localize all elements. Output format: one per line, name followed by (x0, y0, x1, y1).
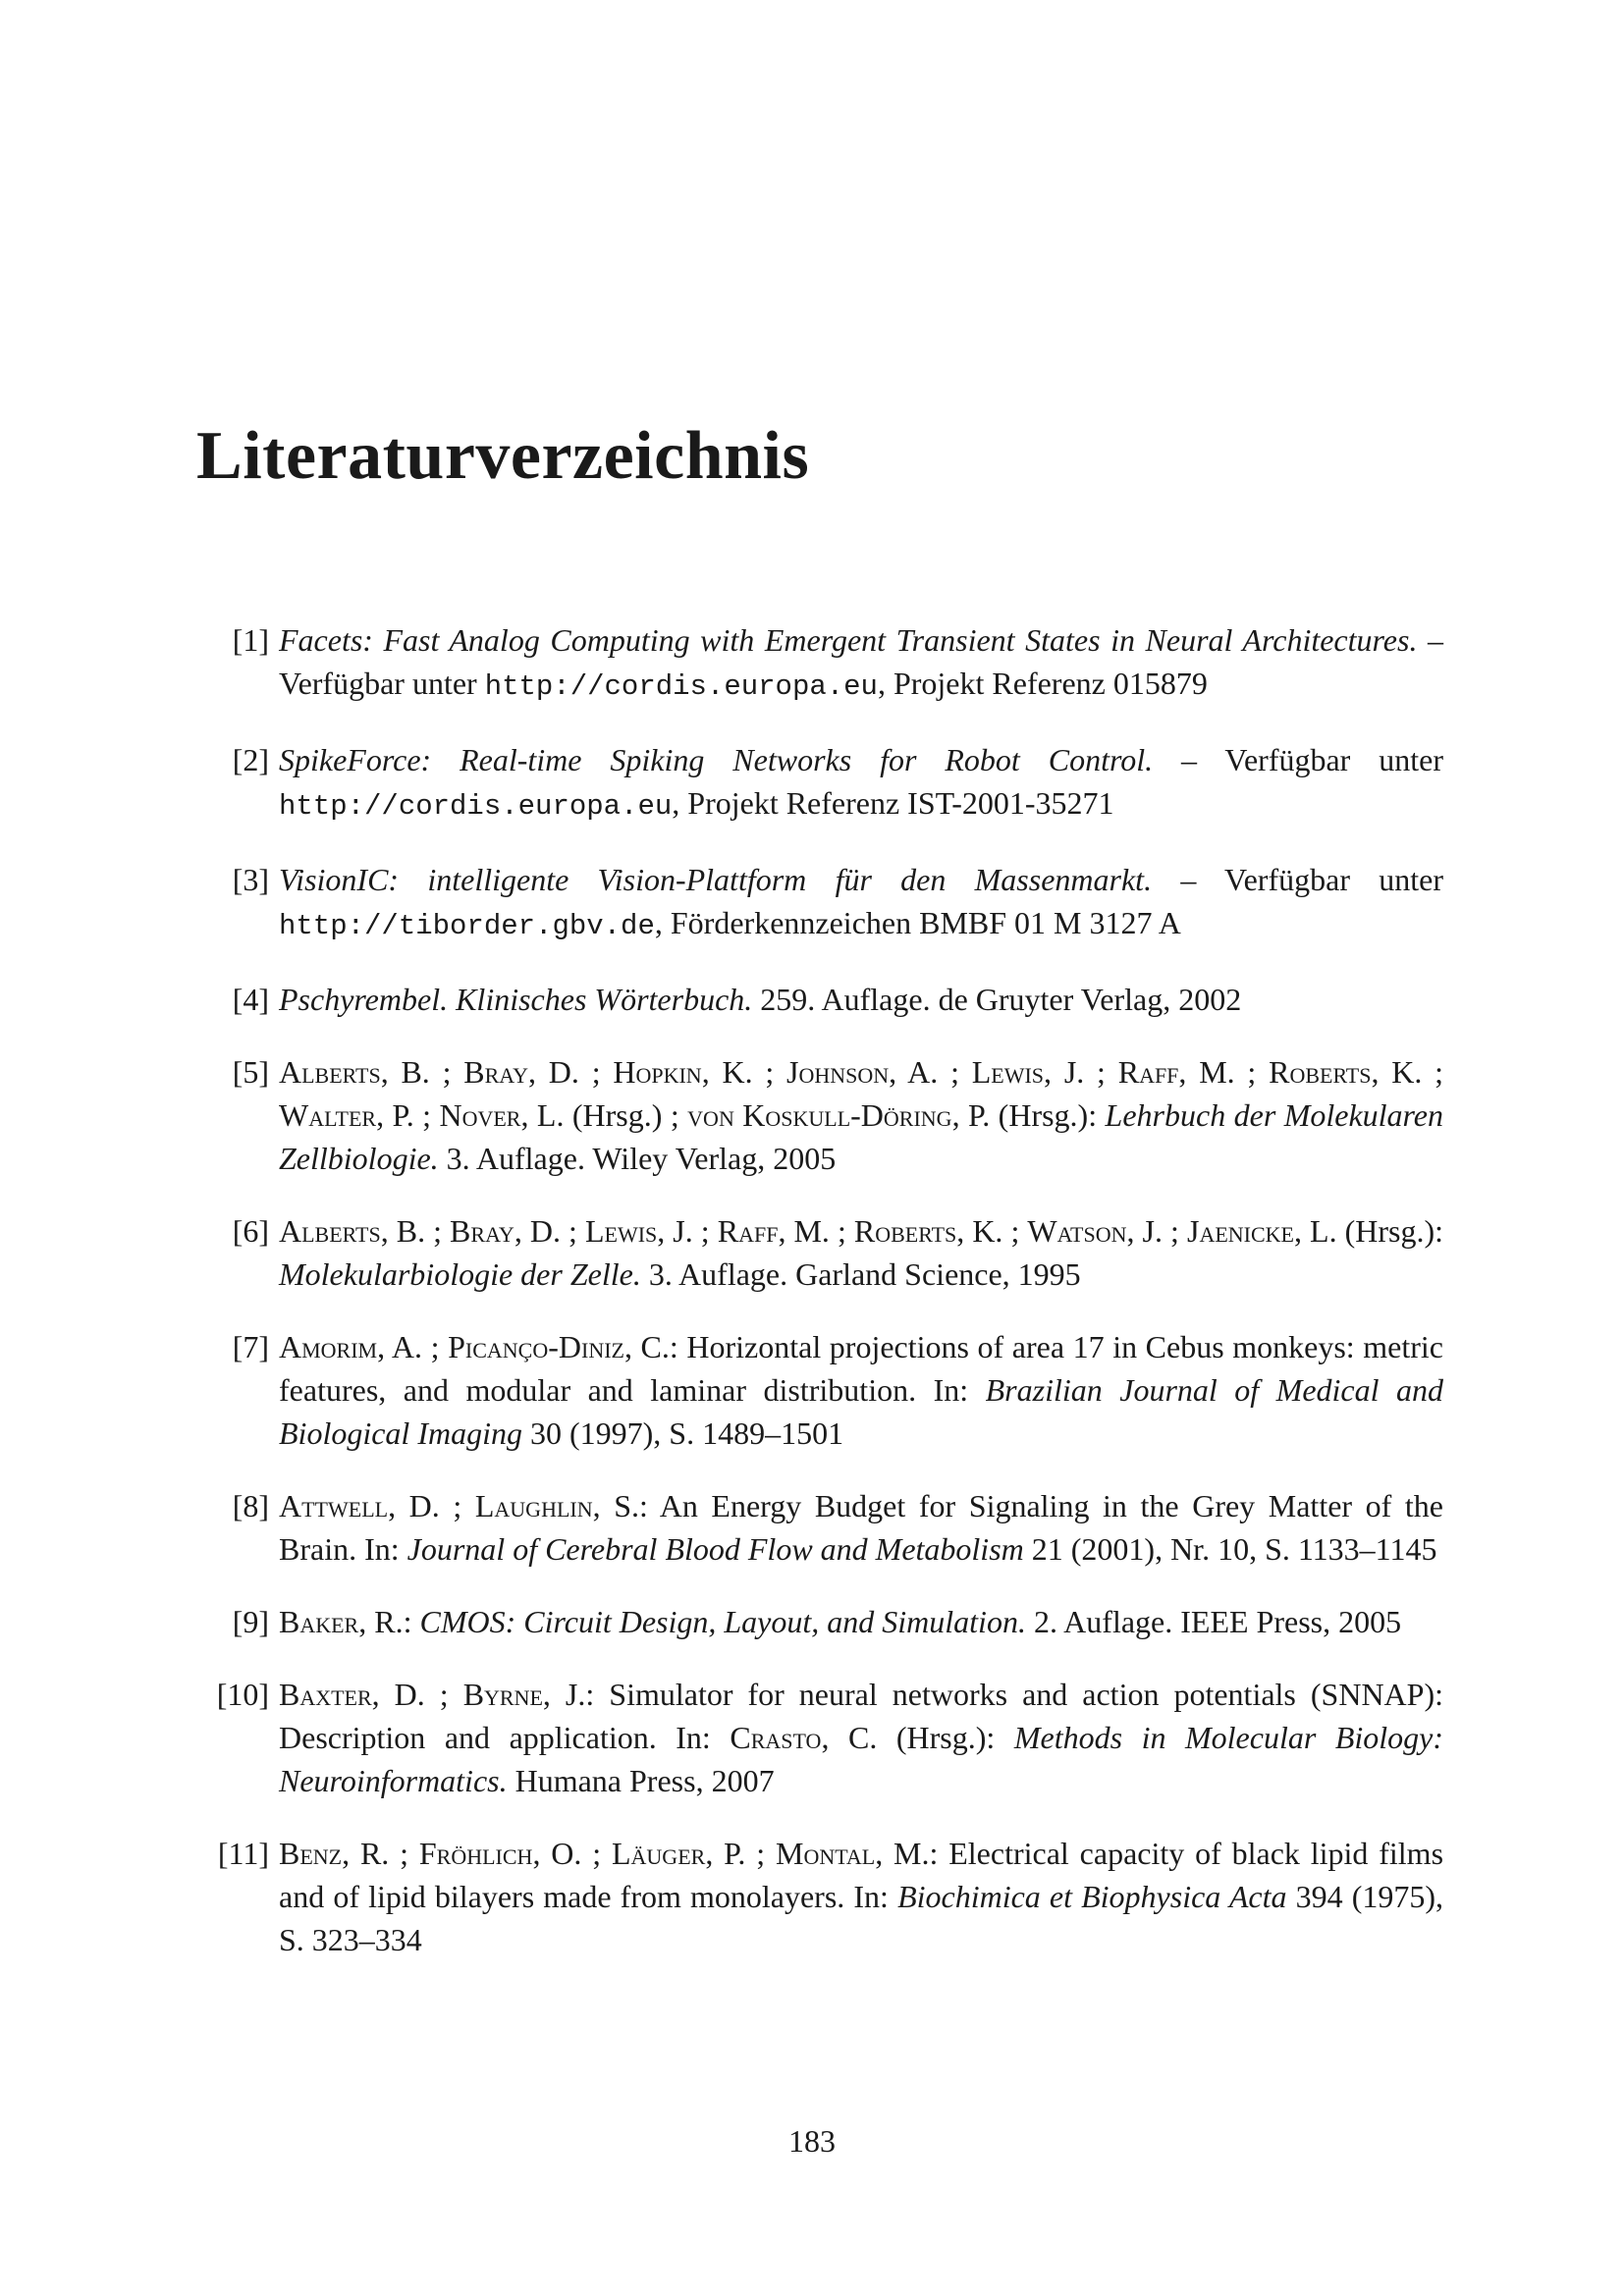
reference-text: 2. Auflage. IEEE Press, 2005 (1025, 1604, 1402, 1639)
reference-number: [3] (232, 862, 269, 897)
reference-title: Journal of Cerebral Blood Flow and Metabolism (406, 1531, 1024, 1567)
reference-text: , J. ; (1044, 1054, 1118, 1090)
reference-title: Brazilian Journal of Medical and Biological Imaging (279, 1372, 1444, 1451)
reference-title: VisionIC: intelligente Vision-Plattform für den Massenmarkt. (279, 862, 1153, 897)
reference-author: Nover (439, 1097, 521, 1133)
reference-text: , C.: Horizontal projections of area 17 in Cebus monkeys: metric features, and modular and laminar distribution. In: (279, 1329, 1444, 1408)
reference-entry (196, 1050, 1443, 1180)
reference-entry (196, 1325, 1443, 1455)
reference-author: Alberts (279, 1054, 381, 1090)
reference-title: Molekularbiologie der Zelle. (279, 1256, 641, 1292)
reference-number: [7] (232, 1329, 269, 1364)
reference-text: , M. ; (1178, 1054, 1270, 1090)
reference-entry (196, 618, 1443, 709)
reference-text: , A. ; (889, 1054, 972, 1090)
reference-text: , D. ; (388, 1488, 475, 1523)
reference-title: CMOS: Circuit Design, Layout, and Simulation. (419, 1604, 1026, 1639)
reference-title: Pschyrembel. Klinisches Wörterbuch. (279, 982, 753, 1017)
reference-text: , D. ; (371, 1677, 463, 1712)
reference-title: Lehrbuch der Molekularen Zellbiologie. (279, 1097, 1444, 1176)
reference-text: , S.: An Energy Budget for Signaling in the Grey Matter of the Brain. In: (279, 1488, 1444, 1567)
reference-number: [4] (232, 982, 269, 1017)
reference-number: [9] (232, 1604, 269, 1639)
reference-text: 30 (1997), S. 1489–1501 (521, 1415, 844, 1451)
reference-text: , A. ; (377, 1329, 449, 1364)
reference-author: Walter (279, 1097, 377, 1133)
reference-text: , Projekt Referenz IST-2001-35271 (672, 785, 1114, 821)
reference-author: Lewis (584, 1213, 658, 1249)
reference-entry (196, 978, 1443, 1021)
reference-number: [1] (232, 622, 269, 658)
reference-author: Bray (450, 1213, 514, 1249)
reference-text: , L. (Hrsg.): (1293, 1213, 1444, 1249)
reference-number: [11] (217, 1836, 269, 1871)
reference-text: , P. (Hrsg.): (951, 1097, 1106, 1133)
reference-text: , J. ; (1126, 1213, 1187, 1249)
reference-text: , C. (Hrsg.): (821, 1720, 1014, 1755)
reference-author: Attwell (279, 1488, 389, 1523)
reference-author: Läuger (611, 1836, 706, 1871)
reference-author: Laughlin (474, 1488, 593, 1523)
reference-entry (196, 1209, 1443, 1296)
reference-text: , D. ; (514, 1213, 585, 1249)
reference-number: [8] (232, 1488, 269, 1523)
page-title: Literaturverzeichnis (196, 418, 810, 494)
reference-author: Johnson (786, 1054, 890, 1090)
reference-text: , D. ; (528, 1054, 614, 1090)
reference-number: [6] (232, 1213, 269, 1249)
reference-author: Lewis (971, 1054, 1045, 1090)
reference-text: , K. ; (701, 1054, 787, 1090)
reference-author: Alberts (279, 1213, 381, 1249)
reference-entry (196, 738, 1443, 828)
reference-text: , O. ; (532, 1836, 612, 1871)
reference-author: Amorim (279, 1329, 378, 1364)
reference-text: 394 (1975), S. 323–334 (279, 1879, 1444, 1957)
reference-author: Byrne (462, 1677, 543, 1712)
reference-entry (196, 1673, 1443, 1802)
reference-text: , M. ; (778, 1213, 854, 1249)
reference-author: Raff (717, 1213, 779, 1249)
reference-text: , P. ; (705, 1836, 776, 1871)
reference-author: Benz (279, 1836, 343, 1871)
reference-text: – Verfügbar unter (279, 622, 1444, 701)
reference-author: Roberts (1269, 1054, 1372, 1090)
reference-entry (196, 858, 1443, 948)
reference-author: Watson (1027, 1213, 1127, 1249)
reference-text: – Verfügbar unter (1152, 862, 1444, 897)
reference-text: 259. Auflage. de Gruyter Verlag, 2002 (752, 982, 1242, 1017)
reference-author: Montal (775, 1836, 876, 1871)
reference-author: Baker (279, 1604, 359, 1639)
reference-title: Facets: Fast Analog Computing with Emergent Transient States in Neural Architectures. (279, 622, 1418, 658)
reference-text: , B. ; (380, 1213, 451, 1249)
reference-text: , J.: Simulator for neural networks and action potentials (SNNAP): Description and application. In: (279, 1677, 1444, 1755)
reference-text: , Förderkennzeichen BMBF 01 M 3127 A (654, 905, 1181, 940)
reference-author: Hopkin (613, 1054, 702, 1090)
reference-number: [10] (216, 1677, 269, 1712)
reference-entry (196, 1484, 1443, 1571)
reference-list (196, 618, 1443, 1991)
reference-url: http://cordis.europa.eu (484, 670, 878, 703)
reference-text: , R. ; (342, 1836, 419, 1871)
reference-text: , J. ; (657, 1213, 718, 1249)
reference-entry (196, 1600, 1443, 1643)
reference-text: , R.: (358, 1604, 420, 1639)
reference-author: Baxter (279, 1677, 372, 1712)
reference-url: http://tiborder.gbv.de (279, 910, 655, 942)
reference-text: , M.: Electrical capacity of black lipid films and of lipid bilayers made from monolayers. In: (279, 1836, 1444, 1914)
reference-text: – Verfügbar unter (1153, 742, 1444, 777)
reference-author: Crasto (730, 1720, 822, 1755)
reference-text: 3. Auflage. Wiley Verlag, 2005 (438, 1141, 837, 1176)
reference-author: Raff (1117, 1054, 1179, 1090)
reference-text: Humana Press, 2007 (507, 1763, 775, 1798)
reference-text: , B. ; (380, 1054, 464, 1090)
page-number: 183 (788, 2123, 836, 2159)
reference-author: Picanço-Diniz (448, 1329, 624, 1364)
reference-author: Roberts (853, 1213, 957, 1249)
reference-text: , L. (Hrsg.) ; (520, 1097, 688, 1133)
reference-author: von Koskull-Döring (687, 1097, 952, 1133)
reference-text: , K. ; (1371, 1054, 1444, 1090)
reference-title: Biochimica et Biophysica Acta (897, 1879, 1287, 1914)
reference-author: Fröhlich (418, 1836, 533, 1871)
reference-text: , Projekt Referenz 015879 (877, 666, 1208, 701)
reference-title: Methods in Molecular Biology: Neuroinformatics. (279, 1720, 1444, 1798)
reference-text: 3. Auflage. Garland Science, 1995 (640, 1256, 1081, 1292)
reference-text: 21 (2001), Nr. 10, S. 1133–1145 (1023, 1531, 1437, 1567)
reference-url: http://cordis.europa.eu (279, 790, 673, 823)
reference-title: SpikeForce: Real-time Spiking Networks for Robot Control. (279, 742, 1154, 777)
reference-number: [2] (232, 742, 269, 777)
reference-text: , P. ; (376, 1097, 440, 1133)
reference-entry (196, 1832, 1443, 1961)
reference-author: Jaenicke (1186, 1213, 1294, 1249)
reference-number: [5] (232, 1054, 269, 1090)
reference-author: Bray (463, 1054, 529, 1090)
reference-text: , K. ; (956, 1213, 1028, 1249)
